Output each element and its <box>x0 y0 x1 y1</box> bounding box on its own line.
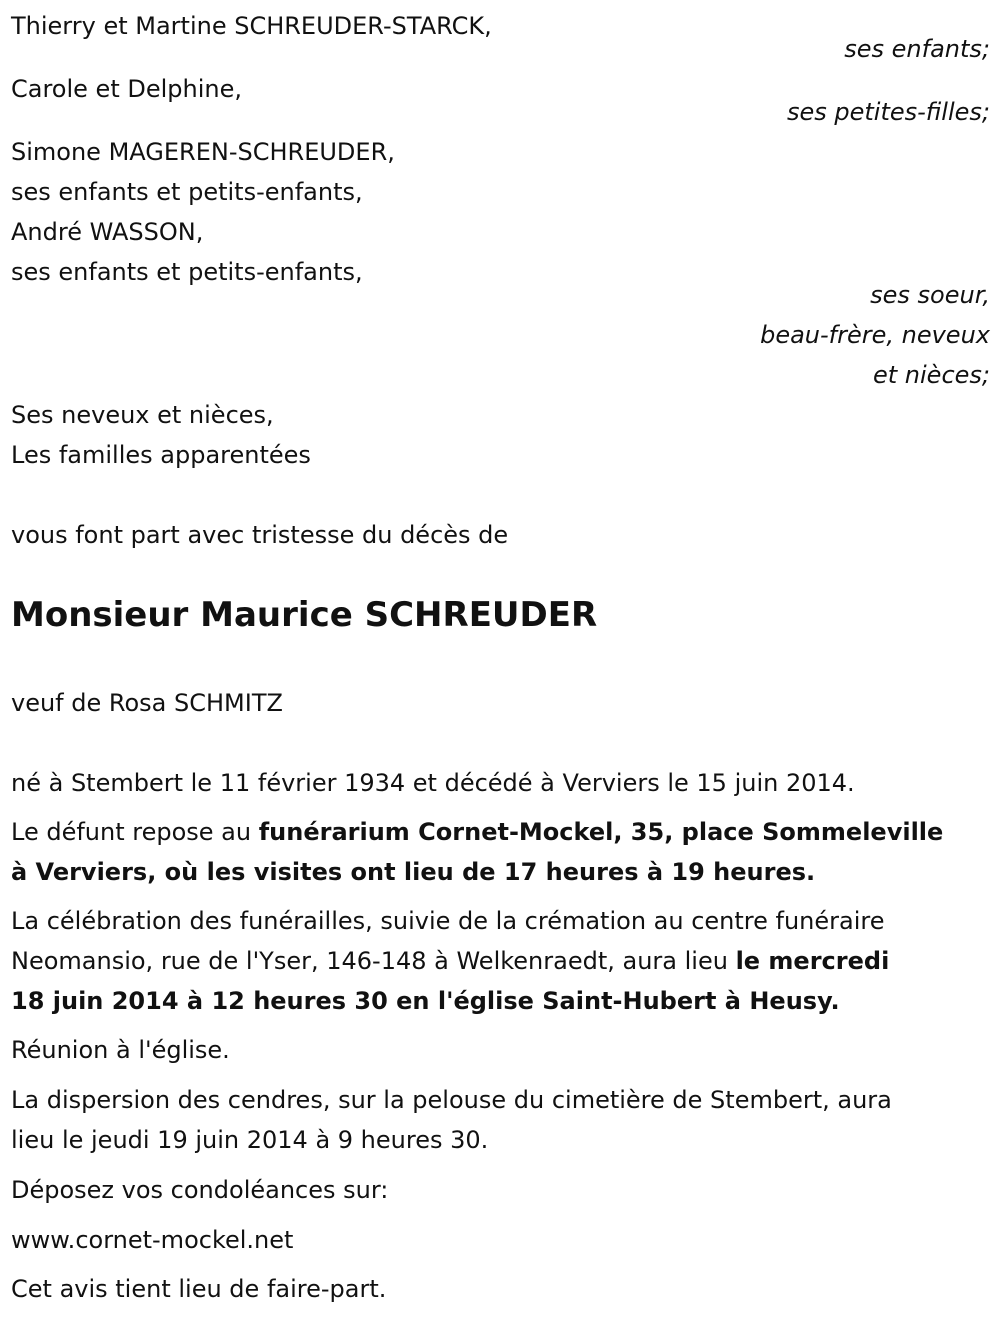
repose-line1 <box>11 812 943 852</box>
celebration-line3: 18 juin 2014 à 12 heures 30 en l'église Saint-Hubert à Heusy. <box>11 987 840 1015</box>
dispersion-line2: lieu le jeudi 19 juin 2014 à 9 heures 30. <box>11 1126 489 1154</box>
reunion: Réunion à l'église. <box>11 1036 230 1064</box>
celebration-line1: La célébration des funérailles, suivie de la crémation au centre funéraire <box>11 907 885 935</box>
brother-in-law-family: ses enfants et petits-enfants, <box>11 258 363 286</box>
announcement: vous font part avec tristesse du décès de <box>11 521 509 549</box>
repose-prefix: Le défunt repose au <box>11 818 259 846</box>
deceased-name: Monsieur Maurice SCHREUDER <box>11 595 598 635</box>
widower-of: veuf de Rosa SCHMITZ <box>11 689 283 717</box>
sister-family: ses enfants et petits-enfants, <box>11 178 363 206</box>
closing-note: Cet avis tient lieu de faire-part. <box>11 1275 387 1303</box>
condolences-label: Déposez vos condoléances sur: <box>11 1176 389 1204</box>
dispersion-line1: La dispersion des cendres, sur la pelouse du cimetière de Stembert, aura <box>11 1086 892 1114</box>
children-names: Thierry et Martine SCHREUDER-STARCK, <box>11 12 492 40</box>
siblings-role-line1: ses soeur, <box>870 281 990 309</box>
related-families: Les familles apparentées <box>11 441 311 469</box>
grandchildren-names: Carole et Delphine, <box>11 75 242 103</box>
nephews: Ses neveux et nièces, <box>11 401 274 429</box>
celebration-line2 <box>11 941 889 981</box>
celebration-line2-bold: le mercredi <box>735 947 890 975</box>
celebration-line2-plain: Neomansio, rue de l'Yser, 146-148 à Welkenraedt, aura lieu <box>11 947 736 975</box>
brother-in-law-name: André WASSON, <box>11 218 204 246</box>
repose-bold-1: funérarium Cornet-Mockel, 35, place Sommeleville <box>258 818 944 846</box>
children-role: ses enfants; <box>844 35 990 63</box>
repose-line2: à Verviers, où les visites ont lieu de 17 heures à 19 heures. <box>11 858 816 886</box>
sister-name: Simone MAGEREN-SCHREUDER, <box>11 138 395 166</box>
siblings-role-line2: beau-frère, neveux <box>760 321 990 349</box>
siblings-role-line3: et nièces; <box>873 361 990 389</box>
birth-death: né à Stembert le 11 février 1934 et décédé à Verviers le 15 juin 2014. <box>11 769 855 797</box>
grandchildren-role: ses petites-filles; <box>786 98 990 126</box>
website-link[interactable]: www.cornet-mockel.net <box>11 1226 294 1254</box>
